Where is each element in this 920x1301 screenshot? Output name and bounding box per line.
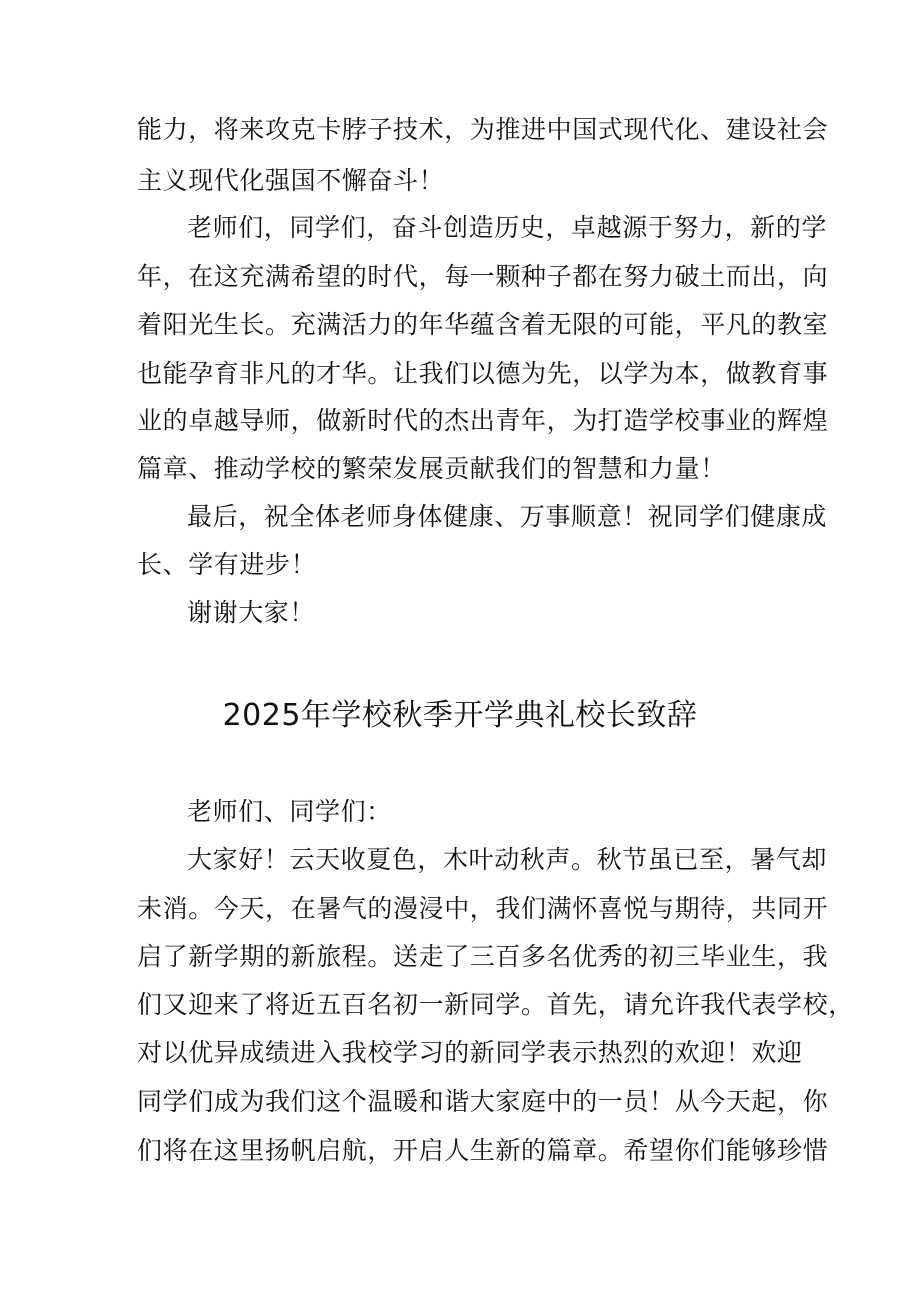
body-text-line: 老师们，同学们，奋斗创造历史，卓越源于努力，新的学	[187, 213, 828, 242]
body-text-line: 对以优异成绩进入我校学习的新同学表示热烈的欢迎！欢迎	[137, 1038, 803, 1067]
body-text-line: 着阳光生长。充满活力的年华蕴含着无限的可能，平凡的教室	[137, 310, 829, 339]
body-text-line: 长、学有进步！	[137, 550, 317, 579]
body-text-line: 未消。今天，在暑气的漫浸中，我们满怀喜悦与期待，共同开	[137, 894, 829, 923]
body-text-line: 业的卓越导师，做新时代的杰出青年，为打造学校事业的辉煌	[137, 406, 829, 435]
body-text-line: 最后，祝全体老师身体健康、万事顺意！祝同学们健康成	[187, 502, 828, 531]
body-text-line: 们将在这里扬帆启航，开启人生新的篇章。希望你们能够珍惜	[137, 1136, 829, 1165]
body-text-line: 们又迎来了将近五百名初一新同学。首先，请允许我代表学校，	[137, 990, 854, 1019]
body-text-line: 也能孕育非凡的才华。让我们以德为先，以学为本，做教育事	[137, 359, 829, 388]
body-text-line: 能力，将来攻克卡脖子技术，为推进中国式现代化、建设社会	[137, 115, 829, 144]
section-title: 2025年学校秋季开学典礼校长致辞	[222, 698, 698, 733]
body-text-line: 同学们成为我们这个温暖和谐大家庭中的一员！从今天起，你	[137, 1087, 829, 1116]
body-text-line: 大家好！云天收夏色，木叶动秋声。秋节虽已至，暑气却	[187, 845, 828, 874]
closing-line: 谢谢大家！	[187, 598, 316, 627]
body-text-line: 年，在这充满希望的时代，每一颗种子都在努力破土而出，向	[137, 262, 829, 291]
body-text-line: 启了新学期的新旅程。送走了三百多名优秀的初三毕业生，我	[137, 942, 829, 971]
salutation-line: 老师们、同学们：	[187, 797, 392, 826]
body-text-line: 主义现代化强国不懈奋斗！	[137, 166, 445, 195]
body-text-line: 篇章、推动学校的繁荣发展贡献我们的智慧和力量！	[137, 454, 726, 483]
